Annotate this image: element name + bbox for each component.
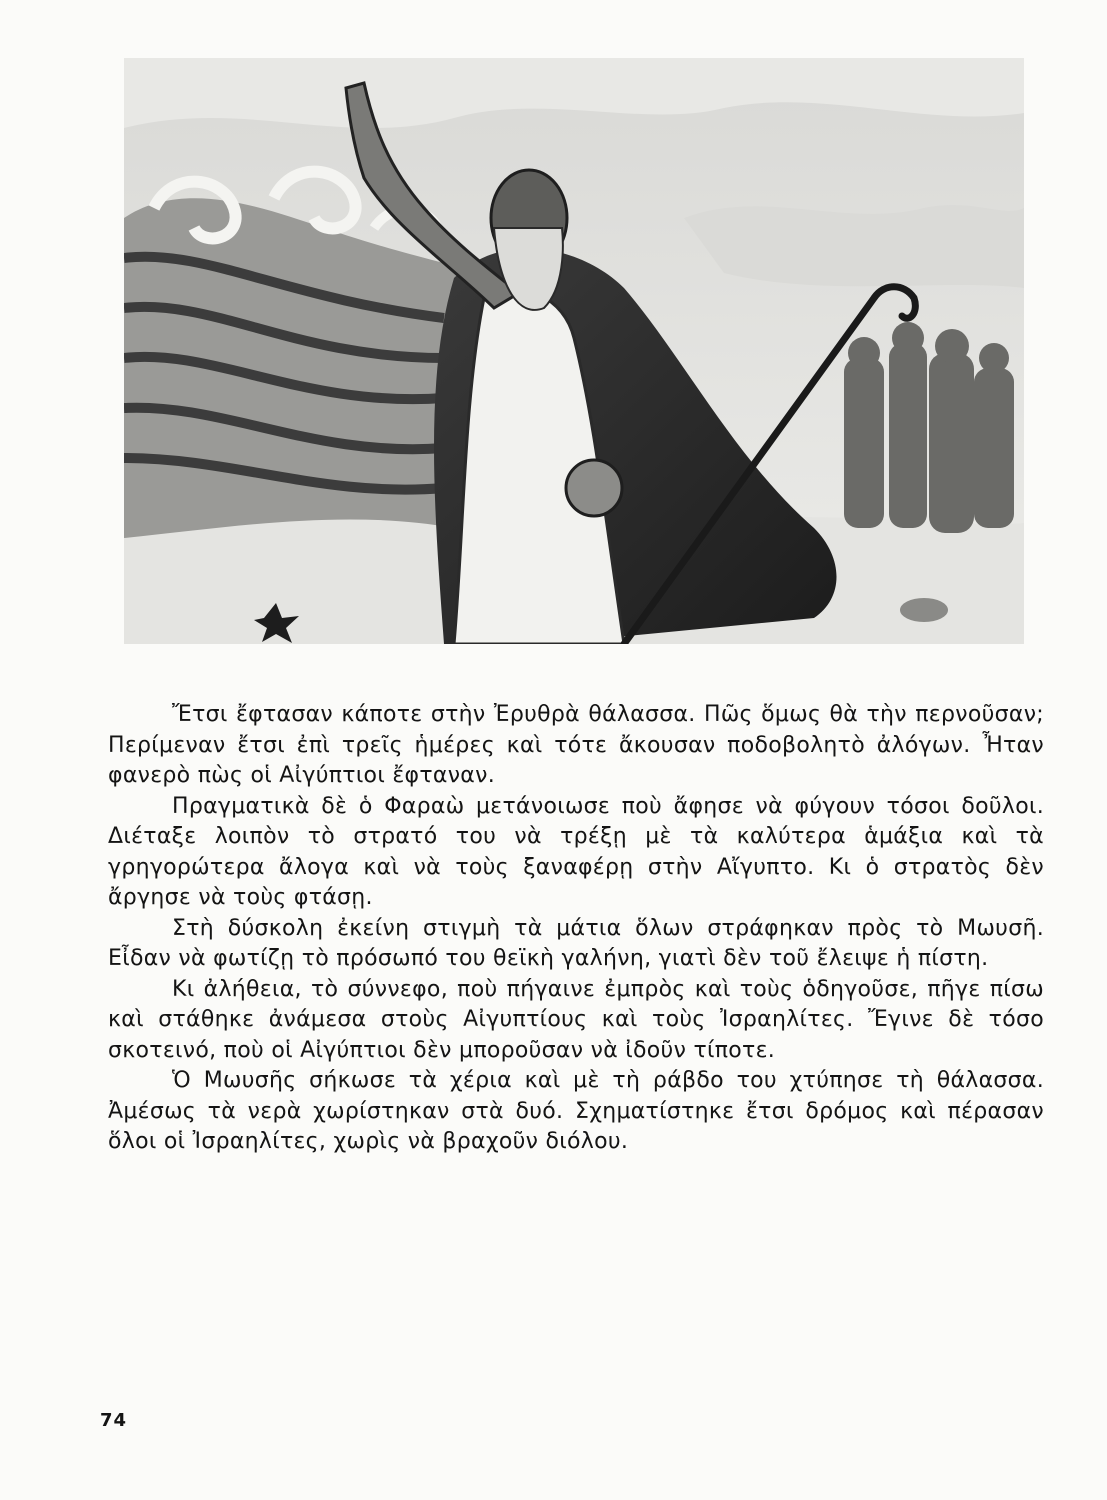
paragraph-3: Στὴ δύσκολη ἐκείνη στιγμὴ τὰ μάτια ὅλων στράφηκαν πρὸς τὸ Μωυσῆ. Εἶδαν νὰ φωτίζῃ τὸ πρόσωπό του θεϊκὴ γαλήνη, γιατὶ δὲν τοῦ ἔλειψε ἡ πίστη. [108,915,1044,971]
water-jug [566,460,622,516]
stone [900,598,948,622]
page-number: 74 [100,1410,128,1431]
paragraph-2: Πραγματικὰ δὲ ὁ Φαραὼ μετάνοιωσε ποὺ ἄφησε νὰ φύγουν τόσοι δοῦλοι. Διέταξε λοιπὸν τὸ στρατό του νὰ τρέξῃ μὲ τὰ καλύτερα ἁμάξια καὶ τὰ γρηγορώτερα ἄλογα καὶ νὰ τοὺς ξαναφέρῃ στὴν Αἴγυπτο. Κι ὁ στρατὸς δὲν ἄργησε νὰ τοὺς φτάσῃ. [108,793,1044,910]
moses-parting-sea-illustration [124,58,1024,644]
paragraph-4: Κι ἀλήθεια, τὸ σύννεφο, ποὺ πήγαινε ἐμπρὸς καὶ τοὺς ὁδηγοῦσε, πῆγε πίσω καὶ στάθηκε ἀνάμεσα στοὺς Αἰγυπτίους καὶ τοὺς Ἰσραηλίτες. Ἔγινε δὲ τόσο σκοτεινό, ποὺ οἱ Αἰγύπτιοι δὲν μποροῦσαν νὰ ἰδοῦν τίποτε. [108,976,1044,1063]
paragraph-1: Ἔτσι ἔφτασαν κάποτε στὴν Ἐρυθρὰ θάλασσα. Πῶς ὅμως θὰ τὴν περνοῦσαν; Περίμεναν ἔτσι ἐπὶ τρεῖς ἡμέρες καὶ τότε ἄκουσαν ποδοβολητὸ ἀλόγων. Ἦταν φανερὸ πὼς οἱ Αἰγύπτιοι ἔφταναν. [108,702,1044,788]
text-block [108,700,1044,1158]
illustration-drawing [124,58,1024,644]
paragraph-5: Ὁ Μωυσῆς σήκωσε τὰ χέρια καὶ μὲ τὴ ράβδο του χτύπησε τὴ θάλασσα. Ἀμέσως τὰ νερὰ χωρίστηκαν στὰ δυό. Σχηματίστηκε ἔτσι δρόμος καὶ πέρασαν ὅλοι οἱ Ἰσραηλίτες, χωρὶς νὰ βραχοῦν διόλου. [108,1068,1044,1154]
